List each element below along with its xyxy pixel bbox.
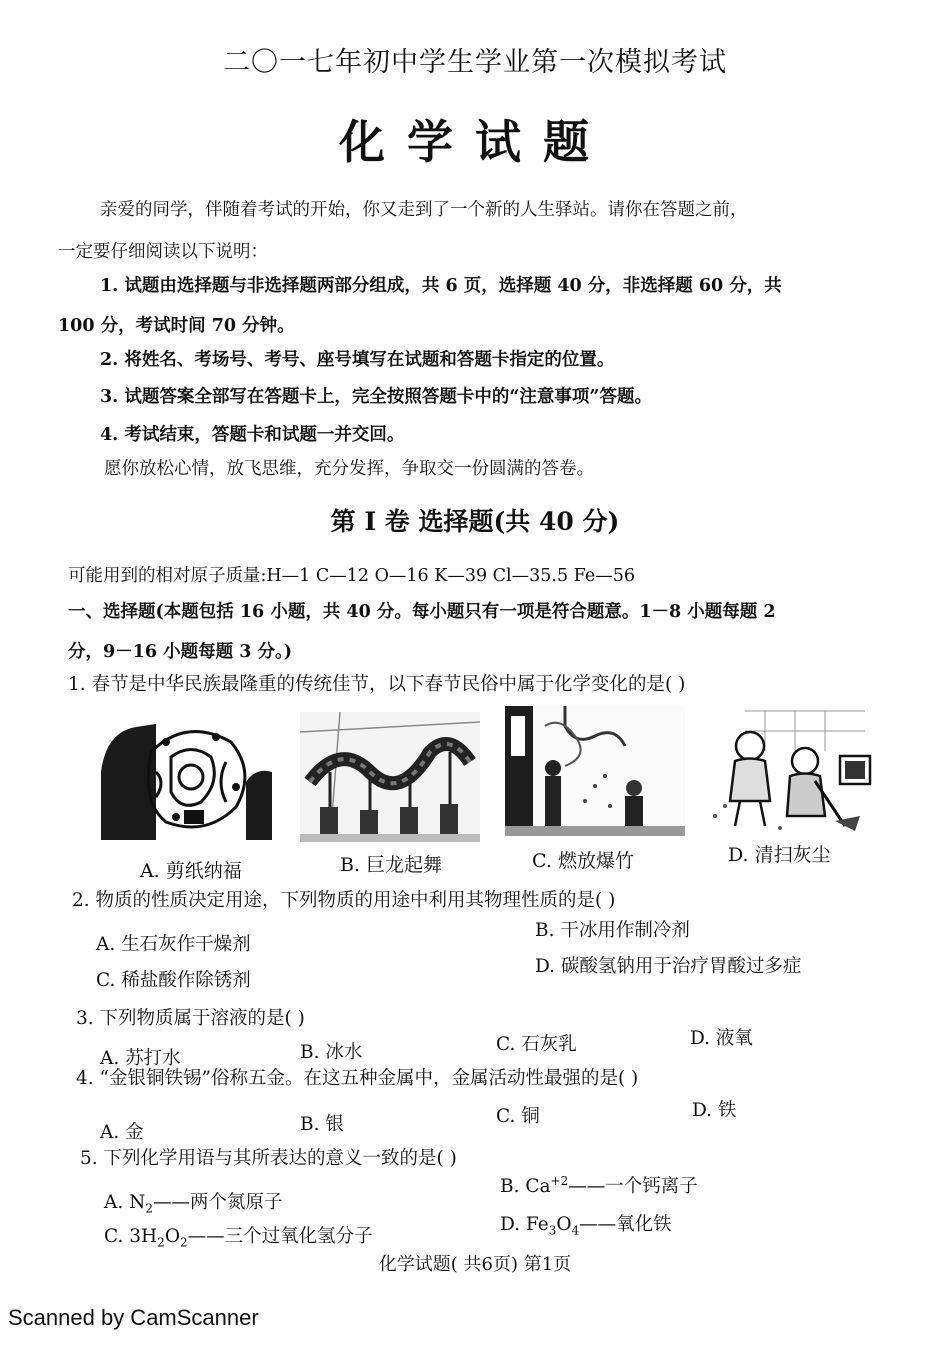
atomic-masses: 可能用到的相对原子质量:H—1 C—12 O—16 K—39 Cl—35.5 Fe—56 — [68, 566, 635, 586]
cleaning-dust-picture — [695, 706, 875, 836]
section-instructions-line2: 分，9－16 小题每题 3 分。) — [68, 642, 293, 662]
question-2-option-a: A. 生石灰作干燥剂 — [96, 934, 251, 955]
question-4-option-a: A. 金 — [100, 1122, 144, 1143]
question-4-option-c: C. 铜 — [496, 1106, 540, 1127]
question-5-option-d: D. $Fe_3O_4——$氧化铁 — [500, 1214, 672, 1238]
question-5-option-b: B. $Ca^{+2}——$一个钙离子 — [500, 1173, 698, 1197]
scanner-watermark: Scanned by CamScanner — [8, 1305, 259, 1330]
intro-item-1-line2: 100 分，考试时间 70 分钟。 — [58, 316, 295, 336]
intro-item-3: 3. 试题答案全部写在答题卡上，完全按照答题卡中的“注意事项”答题。 — [100, 387, 652, 407]
question-3-option-b: B. 冰水 — [300, 1042, 363, 1063]
question-5-option-a: A. $N_2——$两个氮原子 — [104, 1192, 283, 1216]
question-1-option-c: C. 燃放爆竹 — [532, 850, 634, 872]
question-2-option-d: D. 碳酸氢钠用于治疗胃酸过多症 — [535, 956, 802, 977]
question-3-option-c: C. 石灰乳 — [496, 1034, 577, 1055]
intro-item-2: 2. 将姓名、考场号、考号、座号填写在试题和答题卡指定的位置。 — [100, 350, 615, 370]
firecrackers-picture — [505, 706, 685, 836]
subject-title: 化学试题 — [339, 115, 611, 169]
question-4-option-d: D. 铁 — [692, 1100, 737, 1121]
paper-cutting-picture — [96, 712, 276, 842]
question-1-option-a: A. 剪纸纳福 — [140, 860, 242, 882]
question-3-stem: 3. 下列物质属于溶液的是( ) — [76, 1008, 305, 1029]
question-4-option-b: B. 银 — [300, 1114, 344, 1135]
exam-name: 二〇一七年初中学生学业第一次模拟考试 — [223, 47, 727, 78]
intro-item-4: 4. 考试结束，答题卡和试题一并交回。 — [100, 425, 405, 445]
page-footer: 化学试题( 共6页) 第1页 — [378, 1254, 572, 1275]
question-1-option-d: D. 清扫灰尘 — [728, 844, 831, 866]
question-3-option-a: A. 苏打水 — [100, 1048, 181, 1069]
question-2-option-c: C. 稀盐酸作除锈剂 — [96, 970, 251, 991]
dragon-dance-picture — [300, 712, 480, 842]
intro-wish: 愿你放松心情，放飞思维，充分发挥，争取交一份圆满的答卷。 — [104, 459, 594, 479]
section-title: 第 I 卷 选择题(共 40 分) — [330, 507, 620, 536]
question-5-option-c: C. $3H_2O_2——$三个过氧化氢分子 — [104, 1226, 373, 1250]
question-4-stem: 4. “金银铜铁锡”俗称五金。在这五种金属中，金属活动性最强的是( ) — [76, 1068, 639, 1089]
section-instructions-line1: 一、选择题(本题包括 16 小题，共 40 分。每小题只有一项是符合题意。1－8 小题每题 2 — [68, 602, 776, 622]
question-2-option-b: B. 干冰用作制冷剂 — [535, 920, 690, 941]
intro-greeting-line2: 一定要仔细阅读以下说明： — [58, 242, 268, 262]
intro-item-1-line1: 1. 试题由选择题与非选择题两部分组成，共 6 页，选择题 40 分，非选择题 60 分，共 — [100, 276, 782, 296]
question-1-option-b: B. 巨龙起舞 — [340, 854, 443, 876]
intro-greeting-line1: 亲爱的同学，伴随着考试的开始，你又走到了一个新的人生驿站。请你在答题之前， — [100, 200, 748, 220]
question-5-stem: 5. 下列化学用语与其所表达的意义一致的是( ) — [80, 1148, 457, 1169]
question-2-stem: 2. 物质的性质决定用途，下列物质的用途中利用其物理性质的是( ) — [72, 890, 616, 911]
question-1-stem: 1. 春节是中华民族最隆重的传统佳节，以下春节民俗中属于化学变化的是( ) — [68, 674, 686, 695]
question-3-option-d: D. 液氧 — [690, 1028, 753, 1049]
